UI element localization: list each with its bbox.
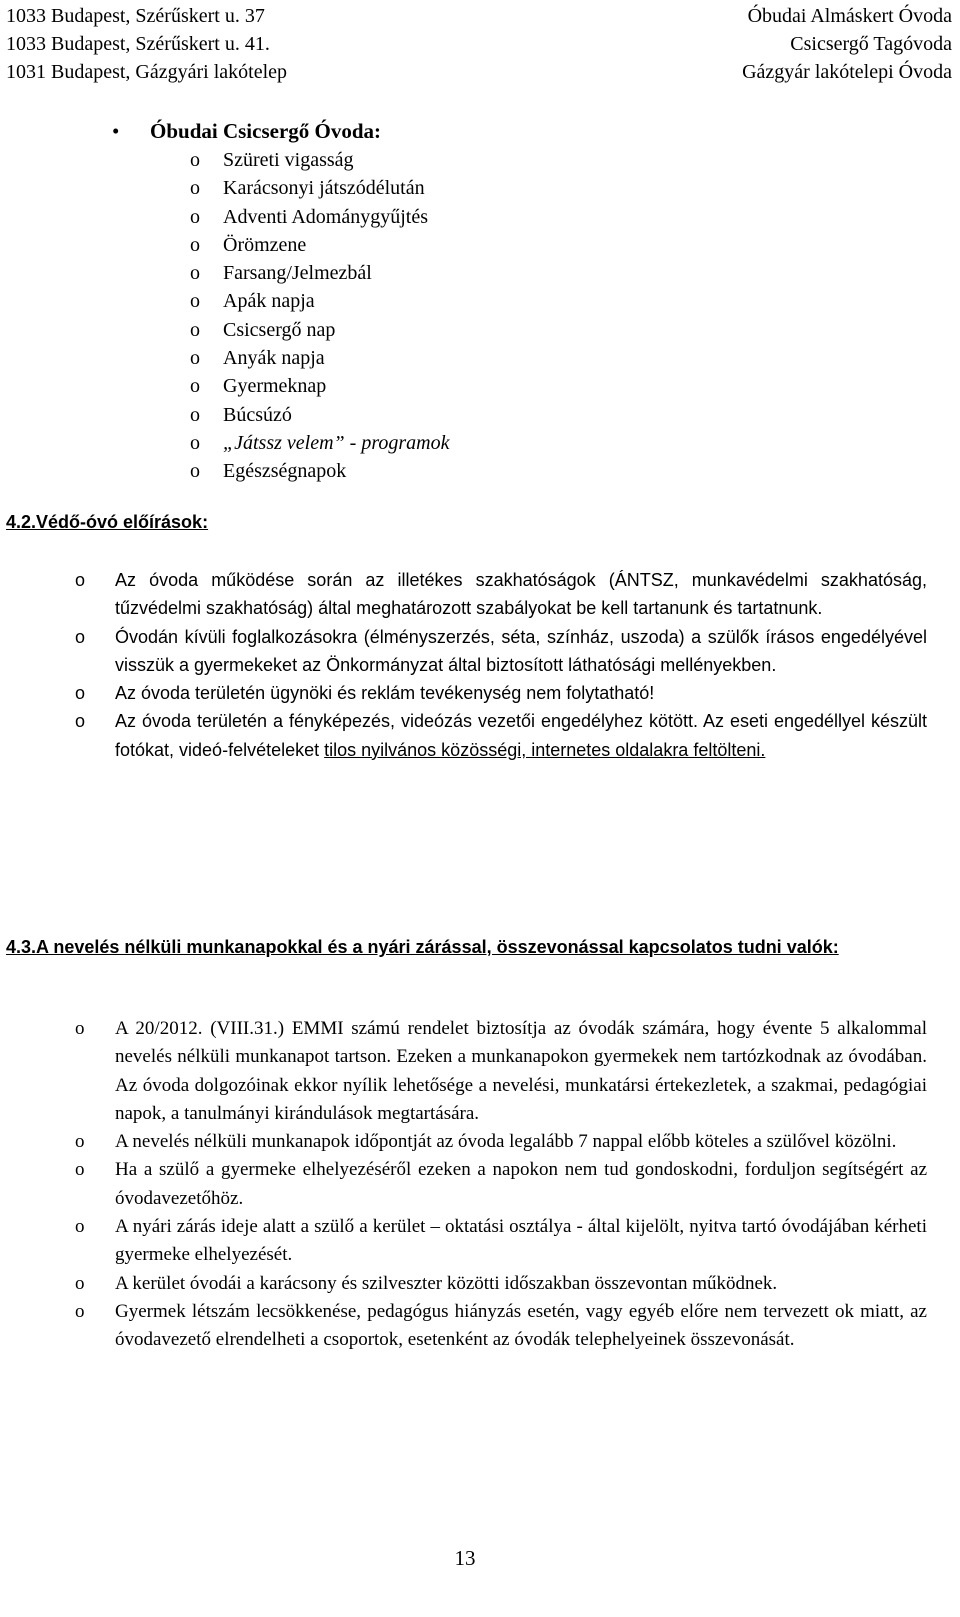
program-item: o Örömzene — [190, 231, 449, 259]
list-marker: o — [190, 233, 200, 256]
list-marker: o — [75, 1018, 85, 1039]
list-marker: o — [190, 403, 200, 426]
program-item: o Szüreti vigasság — [190, 146, 449, 174]
header-row-1 — [6, 3, 952, 29]
list-item: o Az óvoda területén ügynöki és reklám tevékenység nem folytatható! — [75, 679, 927, 707]
list-marker: o — [75, 1159, 85, 1181]
header-address: 1033 Budapest, Szérűskert u. 41. — [6, 33, 270, 55]
list-marker: o — [190, 318, 200, 341]
page-number: 13 — [454, 1546, 476, 1570]
list-marker: o — [190, 149, 200, 171]
list-marker: o — [190, 177, 200, 200]
header-institution: Gázgyár lakótelepi Óvoda — [742, 61, 952, 83]
list-item: o A nevelés nélküli munkanapok időpontját az óvoda legalább 7 nappal előbb köteles a szülővel közölni. — [75, 1128, 927, 1156]
list-marker: o — [75, 626, 86, 647]
list-marker: o — [75, 711, 86, 732]
program-item: o Gyermeknap — [190, 372, 449, 400]
program-item: o Farsang/Jelmezbál — [190, 259, 449, 287]
list-item: o A kerület óvodái a karácsony és szilveszter közötti időszakban összevontan működnek. — [75, 1270, 927, 1298]
closure-info-list — [75, 1015, 927, 1355]
list-marker: o — [190, 460, 200, 483]
program-item: o Karácsonyi játszódélután — [190, 174, 449, 202]
list-marker: o — [190, 262, 200, 285]
bullet-marker: • — [112, 119, 120, 143]
section-heading-4-2: 4.2.Védő-óvó előírások: — [6, 512, 209, 532]
program-item: o Egészségnapok — [190, 457, 449, 485]
list-marker: o — [190, 431, 200, 454]
list-marker: o — [75, 1131, 85, 1153]
list-item: o Ha a szülő a gyermeke elhelyezéséről ezeken a napokon nem tud gondoskodni, forduljon segítségért az óvodavezetőhöz. — [75, 1156, 927, 1213]
header-row-2 — [6, 31, 952, 57]
list-marker: o — [75, 1272, 85, 1294]
list-item: o A 20/2012. (VIII.31.) EMMI számú rendelet biztosítja az óvodák számára, hogy évente 5 alkalommal nevelés nélküli munkanapot tartson. Ezeken a munkanapokon gyermekek nem tartózkodnak az óvodában. Az óvoda dolgozóinak ekkor nyílik lehetősége a nevelési, munkatársi értekezletek, a szakmai, pedagógiai napok, a tanulmányi kirándulások megtartására. — [75, 1015, 927, 1128]
list-item: o Gyermek létszám lecsökkenése, pedagógus hiányzás esetén, vagy egyéb előre nem tervezett ok miatt, az óvodavezető elrendelheti a csoportok, esetenként az óvodák telephelyeinek összevonását. — [75, 1298, 927, 1355]
list-marker: o — [190, 290, 200, 313]
list-marker: o — [190, 205, 200, 228]
header-address: 1031 Budapest, Gázgyári lakótelep — [6, 61, 288, 83]
list-marker: o — [75, 683, 86, 704]
header-row-3 — [6, 59, 952, 85]
program-item: o Búcsúzó — [190, 401, 449, 429]
header-institution: Csicsergő Tagóvoda — [790, 33, 952, 55]
program-item: o Csicsergő nap — [190, 316, 449, 344]
list-marker: o — [190, 375, 200, 398]
safety-rules-list — [75, 566, 927, 764]
list-marker: o — [75, 1300, 85, 1322]
header-institution: Óbudai Almáskert Óvoda — [747, 5, 952, 27]
list-item: o A nyári zárás ideje alatt a szülő a kerület – oktatási osztálya - által kijelölt, nyitva tartó óvodájában kérheti gyermeke elhelyezését. — [75, 1213, 927, 1270]
list-item: o Az óvoda működése során az illetékes szakhatóságok (ÁNTSZ, munkavédelmi szakhatóság, tűzvédelmi szakhatóság) által meghatározott szabályokat be kell tartanunk és tartatnunk. — [75, 566, 927, 623]
header-address: 1033 Budapest, Szérűskert u. 37 — [6, 5, 265, 27]
section-heading-4-3: 4.3.A nevelés nélküli munkanapokkal és a nyári zárással, összevonással kapcsolatos tudni valók: — [6, 937, 839, 957]
program-item: o Adventi Adománygyűjtés — [190, 203, 449, 231]
program-list-title: Óbudai Csicsergő Óvoda: — [150, 119, 382, 143]
list-marker: o — [190, 347, 200, 370]
list-item: o Óvodán kívüli foglalkozásokra (élményszerzés, séta, színház, uszoda) a szülők írásos engedélyével visszük a gyermekeket az Önkormányzat által biztosított láthatósági mellényekben. — [75, 623, 927, 680]
program-item: o „Játssz velem” - programok — [190, 429, 449, 457]
program-item: o Apák napja — [190, 287, 449, 315]
list-item: o Az óvoda területén a fényképezés, videózás vezetői engedélyhez kötött. Az eseti engedéllyel készült fotókat, videó-felvételeket tilos nyilvános közösségi, internetes oldalakra feltölteni. — [75, 707, 927, 764]
list-marker: o — [75, 1216, 85, 1238]
program-item: o Anyák napja — [190, 344, 449, 372]
program-list — [190, 146, 449, 486]
list-marker: o — [75, 570, 86, 590]
